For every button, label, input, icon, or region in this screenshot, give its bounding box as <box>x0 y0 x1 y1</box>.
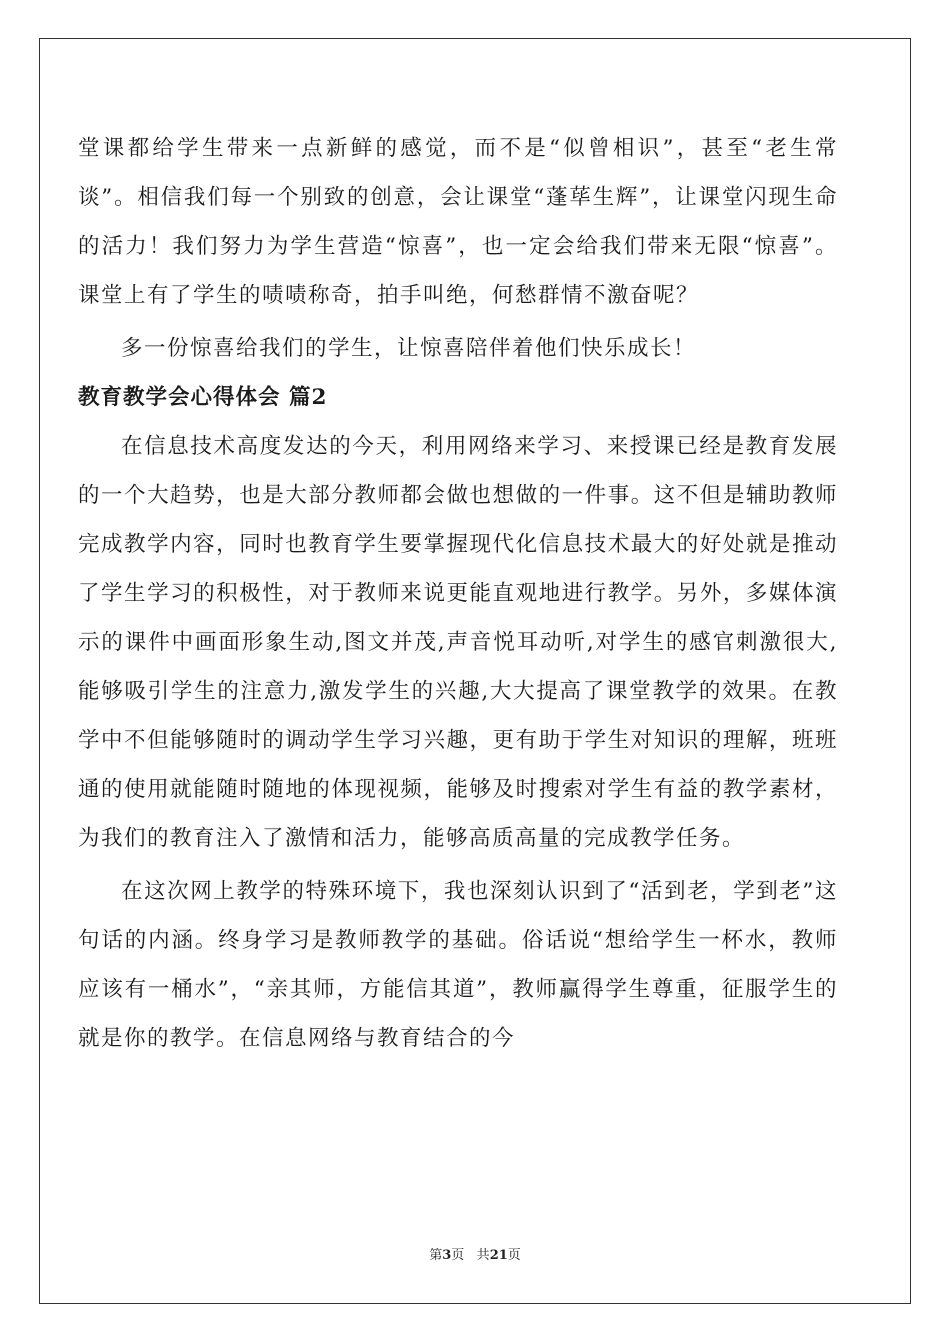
footer-prefix: 第 <box>429 1248 443 1263</box>
paragraph-body: 在信息技术高度发达的今天，利用网络来学习、来授课已经是教育发展的一个大趋势，也是大部分教师都会做也想做的一件事。这不但是辅助教师完成教学内容，同时也教育学生要掌握现代化信息技术最大的好处就是推动了学生学习的积极性，对于教师来说更能直观地进行教学。另外，多媒体演示的课件中画面形象生动,图文并茂,声音悦耳动听,对学生的感官刺激很大,能够吸引学生的注意力,激发学生的兴趣,大大提高了课堂教学的效果。在教学中不但能够随时的调动学生学习兴趣，更有助于学生对知识的理解，班班通的使用就能随时随地的体现视频，能够及时搜索对学生有益的教学素材，为我们的教育注入了激情和活力，能够高质高量的完成教学任务。 <box>78 434 838 851</box>
paragraph-closing: 多一份惊喜给我们的学生，让惊喜陪伴着他们快乐成长！ <box>121 336 697 361</box>
paragraph-continued: 堂课都给学生带来一点新鲜的感觉，而不是“似曾相识”，甚至“老生常谈”。相信我们每一个别致的创意，会让课堂“蓬荜生辉”，让课堂闪现生命的活力！我们努力为学生营造“惊喜”，也一定会给我们带来无限“惊喜”。课堂上有了学生的啧啧称奇，拍手叫绝，何愁群情不激奋呢？ <box>78 136 838 308</box>
footer-current-page: 3 <box>442 1248 452 1263</box>
page-footer <box>0 1244 950 1263</box>
paragraph-body: 在这次网上教学的特殊环境下，我也深刻认识到了“活到老，学到老”这句话的内涵。终身学习是教师教学的基础。俗话说“想给学生一杯水，教师应该有一桶水”，“亲其师，方能信其道”，教师赢得学生尊重，征服学生的就是你的教学。在信息网络与教育结合的今 <box>78 879 838 1051</box>
footer-total-prefix: 共 <box>476 1248 490 1263</box>
footer-total-suffix: 页 <box>507 1248 521 1263</box>
footer-page-suffix: 页 <box>451 1248 465 1263</box>
document-body <box>78 124 838 1063</box>
section-heading: 教育教学会心得体会 篇2 <box>78 385 328 410</box>
footer-total-pages: 21 <box>489 1248 508 1263</box>
